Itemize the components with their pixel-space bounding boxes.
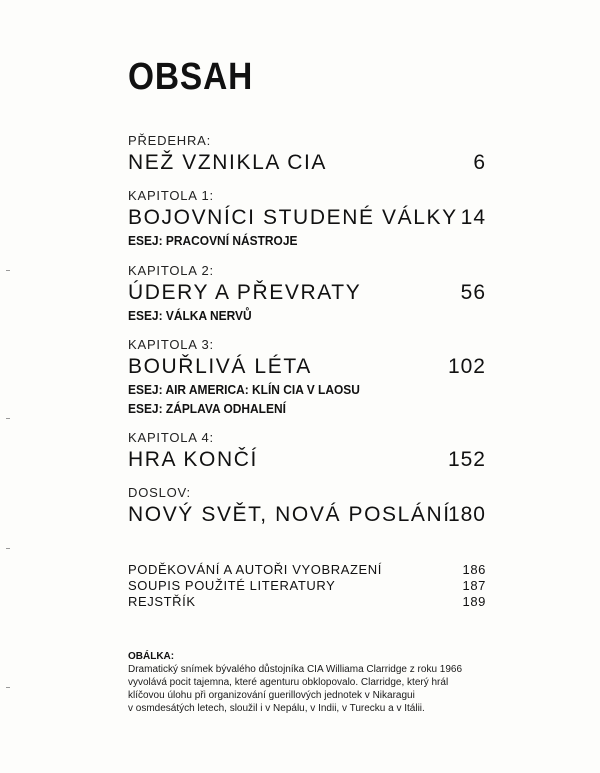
essay-entry[interactable]: ESEJ: ZÁPLAVA ODHALENÍ	[128, 401, 286, 416]
cover-caption-line: Dramatický snímek bývalého důstojníka CIA Williama Clarridge z roku 1966	[128, 664, 463, 675]
appendix-page-number: 186	[462, 562, 486, 577]
toc-section	[128, 485, 486, 528]
chapter-entry[interactable]	[128, 149, 486, 176]
chapter-page-number: 6	[473, 151, 486, 174]
cover-caption-line: klíčovou úlohu při organizování guerillových jednotek v Nikaragui	[128, 690, 415, 701]
chapter-heading: BOJOVNÍCI STUDENÉ VÁLKY	[128, 206, 458, 229]
essay-entry[interactable]: ESEJ: AIR AMERICA: KLÍN CIA V LAOSU	[128, 382, 360, 397]
chapter-page-number: 14	[460, 206, 486, 229]
appendix-list	[128, 562, 486, 610]
cover-caption-line: v osmdesátých letech, sloužil i v Nepálu, v Indii, v Turecku a v Itálii.	[128, 703, 425, 714]
chapter-entry[interactable]	[128, 279, 486, 306]
chapter-page-number: 152	[447, 448, 486, 471]
chapter-heading: HRA KONČÍ	[128, 448, 258, 471]
appendix-label: SOUPIS POUŽITÉ LITERATURY	[128, 578, 336, 593]
appendix-page-number: 189	[462, 594, 486, 609]
toc-section	[128, 188, 486, 250]
toc-section	[128, 133, 486, 176]
cover-caption	[128, 650, 488, 715]
chapter-page-number: 180	[447, 503, 486, 526]
scan-speck	[6, 548, 10, 549]
essay-entry[interactable]: ESEJ: VÁLKA NERVŮ	[128, 308, 252, 323]
cover-caption-line: vyvolává pocit tajemna, které agenturu obklopovalo. Clarridge, který hrál	[128, 677, 449, 688]
chapter-page-number: 102	[447, 355, 486, 378]
section-kicker: PŘEDEHRA:	[128, 133, 212, 148]
appendix-item[interactable]	[128, 594, 486, 610]
toc-section	[128, 430, 486, 473]
chapter-entry[interactable]	[128, 446, 486, 473]
chapter-heading: ÚDERY A PŘEVRATY	[128, 281, 362, 304]
essay-entry[interactable]: ESEJ: PRACOVNÍ NÁSTROJE	[128, 233, 298, 248]
chapter-heading: BOUŘLIVÁ LÉTA	[128, 355, 312, 378]
chapter-heading: NEŽ VZNIKLA CIA	[128, 151, 328, 174]
appendix-item[interactable]	[128, 578, 486, 594]
section-kicker: KAPITOLA 4:	[128, 430, 214, 445]
appendix-page-number: 187	[462, 578, 486, 593]
cover-caption-heading: OBÁLKA:	[128, 651, 175, 662]
section-kicker: KAPITOLA 1:	[128, 188, 214, 203]
appendix-item[interactable]	[128, 562, 486, 578]
scan-speck	[6, 418, 10, 419]
section-kicker: DOSLOV:	[128, 485, 191, 500]
chapter-heading: NOVÝ SVĚT, NOVÁ POSLÁNÍ	[128, 503, 451, 526]
chapter-entry[interactable]	[128, 204, 486, 231]
toc-section	[128, 263, 486, 325]
scan-speck	[6, 687, 10, 688]
page-title: OBSAH	[128, 56, 254, 98]
toc-section	[128, 337, 486, 418]
section-kicker: KAPITOLA 3:	[128, 337, 214, 352]
chapter-entry[interactable]	[128, 353, 486, 380]
section-kicker: KAPITOLA 2:	[128, 263, 214, 278]
chapter-entry[interactable]	[128, 501, 486, 528]
chapter-page-number: 56	[460, 281, 486, 304]
scan-speck	[6, 270, 10, 271]
appendix-label: REJSTŘÍK	[128, 594, 196, 609]
appendix-label: PODĚKOVÁNÍ A AUTOŘI VYOBRAZENÍ	[128, 562, 382, 577]
